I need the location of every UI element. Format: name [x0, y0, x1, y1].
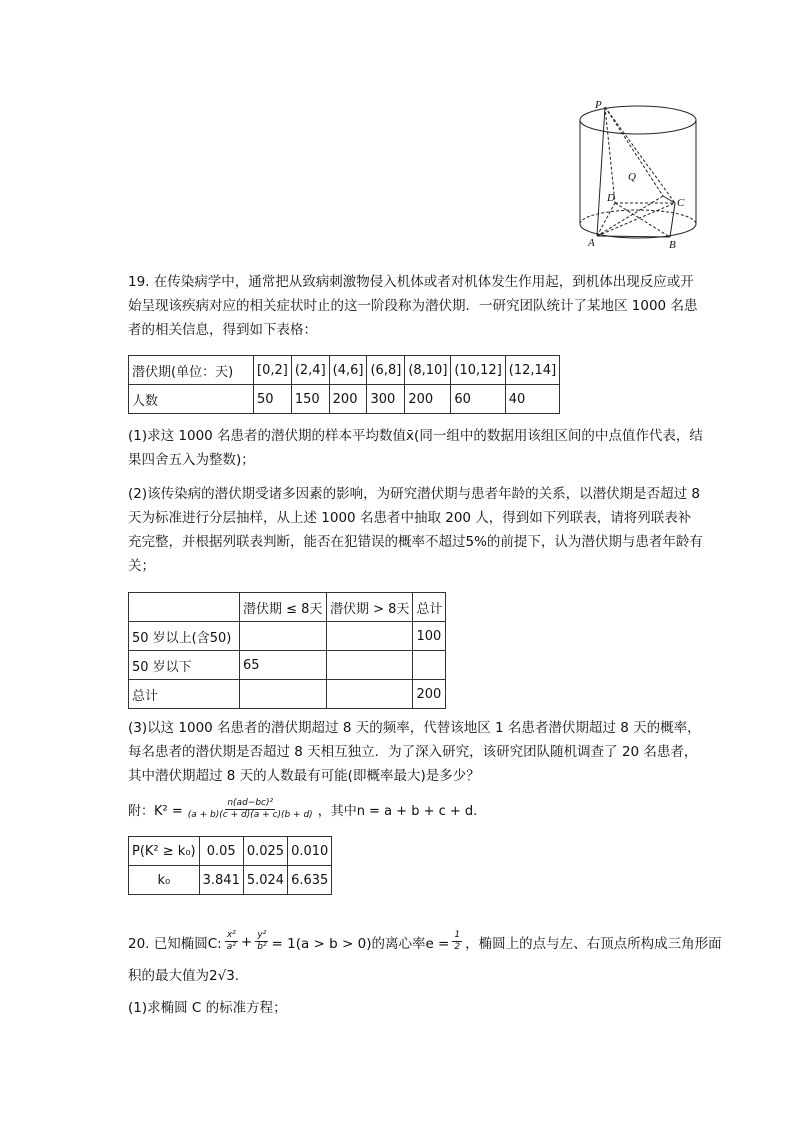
q20-condition: = 1(a > b > 0)的离心率e =: [271, 935, 450, 952]
table-cell: 潜伏期 ≤ 8天: [240, 593, 327, 622]
q20-rest: ，椭圆上的点与左、右顶点所构成三角形面: [465, 935, 722, 952]
critical-value-table: [128, 836, 332, 895]
table-cell: [413, 651, 446, 680]
formula-suffix: ，其中n = a + b + c + d.: [317, 804, 478, 819]
y-denominator: b²: [257, 942, 267, 952]
table-cell: 65: [240, 651, 327, 680]
label-D: D: [607, 192, 615, 204]
table-cell: 潜伏期(单位：天): [129, 356, 254, 385]
table-cell: 50 岁以下: [129, 651, 240, 680]
table-cell: 0.010: [288, 837, 332, 866]
table-row: [129, 356, 560, 385]
contingency-table: [128, 592, 446, 709]
formula-prefix: 附：K² =: [128, 804, 183, 819]
table-cell: 0.05: [199, 837, 243, 866]
q20-lead: 20. 已知椭圆C:: [128, 935, 222, 952]
table-cell: (8,10]: [405, 356, 451, 385]
table-cell: 5.024: [243, 866, 287, 895]
table-cell: 200: [329, 385, 367, 414]
table-cell: (12,14]: [505, 356, 559, 385]
edge-AB: [597, 236, 670, 237]
label-B: B: [669, 239, 676, 251]
table-cell: (10,12]: [451, 356, 505, 385]
table-cell: 50: [254, 385, 292, 414]
edge-AC: [597, 203, 675, 236]
table-row: [129, 680, 446, 709]
table-cell: 50 岁以上(含50): [129, 622, 240, 651]
table-cell: 200: [413, 680, 446, 709]
formula-fraction: [186, 798, 315, 821]
table-cell: 人数: [129, 385, 254, 414]
table-cell: 潜伏期 > 8天: [327, 593, 413, 622]
table-cell: k₀: [129, 866, 200, 895]
table-cell: 300: [367, 385, 405, 414]
q19-intro: 19. 在传染病学中，通常把从致病刺激物侵入机体或者对机体发生作用起，到机体出现反应或开始呈现该疾病对应的相关症状时止的这一阶段称为潜伏期．一研究团队统计了某地区 1000 名患者的相关信息，得到如下表格：: [128, 274, 698, 338]
table-cell: 总计: [129, 680, 240, 709]
e-numerator: 1: [454, 930, 461, 940]
table-cell: 3.841: [199, 866, 243, 895]
table-cell: [129, 593, 240, 622]
table-cell: (2,4]: [291, 356, 329, 385]
q20-part1: (1)求椭圆 C 的标准方程；: [128, 1000, 287, 1016]
table-row: [129, 866, 332, 895]
table-cell: 150: [291, 385, 329, 414]
edge-PD: [605, 107, 615, 203]
x-numerator: x²: [226, 930, 236, 940]
table-row: [129, 622, 446, 651]
table-cell: [240, 622, 327, 651]
table-cell: 0.025: [243, 837, 287, 866]
table-cell: 100: [413, 622, 446, 651]
edge-QC: [663, 196, 675, 203]
edge-PA: [597, 107, 605, 236]
table-cell: [327, 651, 413, 680]
label-P: P: [595, 99, 602, 111]
edge-BC: [670, 203, 675, 237]
x-fraction: [225, 930, 238, 953]
q20-line2: 积的最大值为2√3.: [128, 968, 240, 984]
table-cell: [327, 622, 413, 651]
e-denominator: 2: [454, 942, 461, 952]
table-cell: 40: [505, 385, 559, 414]
cylinder-figure: [575, 96, 705, 252]
y-numerator: y²: [257, 930, 267, 940]
y-fraction: [255, 930, 268, 953]
x-denominator: a²: [226, 942, 236, 952]
q19-part1: (1)求这 1000 名患者的潜伏期的样本平均数值x̄(同一组中的数据用该组区间的中点值作代表，结果四舍五入为整数)；: [128, 428, 703, 468]
formula-denominator: (a + b)(c + d)(a + c)(b + d): [187, 810, 313, 820]
table-cell: [327, 680, 413, 709]
q19-part3: (3)以这 1000 名患者的潜伏期超过 8 天的频率，代替该地区 1 名患者潜伏期超过 8 天的概率，每名患者的潜伏期是否超过 8 天相互独立．为了深入研究，该研究团队随机调查了 20 名患者，其中潜伏期超过 8 天的人数最有可能(即概率最大)是多少？: [128, 720, 701, 784]
table-cell: [240, 680, 327, 709]
label-A: A: [588, 237, 595, 249]
formula-numerator: n(ad−bc)²: [227, 798, 274, 808]
q20-statement: [128, 930, 722, 953]
table-row: [129, 385, 560, 414]
label-Q: Q: [628, 171, 636, 183]
table-cell: (4,6]: [329, 356, 367, 385]
e-fraction: [452, 930, 462, 953]
table-row: [129, 837, 332, 866]
table-row: [129, 651, 446, 680]
label-C: C: [677, 197, 685, 209]
table-cell: 200: [405, 385, 451, 414]
edge-PC: [605, 107, 675, 203]
table-cell: P(K² ≥ k₀): [129, 837, 200, 866]
table-cell: [0,2]: [254, 356, 292, 385]
table-row: [129, 593, 446, 622]
table-cell: 60: [451, 385, 505, 414]
table-cell: 6.635: [288, 866, 332, 895]
chi-square-formula: [128, 798, 477, 821]
table-cell: 总计: [413, 593, 446, 622]
q19-part2: (2)该传染病的潜伏期受诸多因素的影响，为研究潜伏期与患者年龄的关系，以潜伏期是否超过 8 天为标准进行分层抽样，从上述 1000 名患者中抽取 200 人，得到如下列联表，请将列联表补充完整，并根据列联表判断，能否在犯错误的概率不超过5%的前提下，认为潜伏期与患者年龄有关；: [128, 486, 703, 574]
incubation-table: [128, 355, 560, 414]
table-cell: (6,8]: [367, 356, 405, 385]
cylinder-diagram: [575, 96, 705, 252]
plus-sign: +: [240, 933, 253, 950]
